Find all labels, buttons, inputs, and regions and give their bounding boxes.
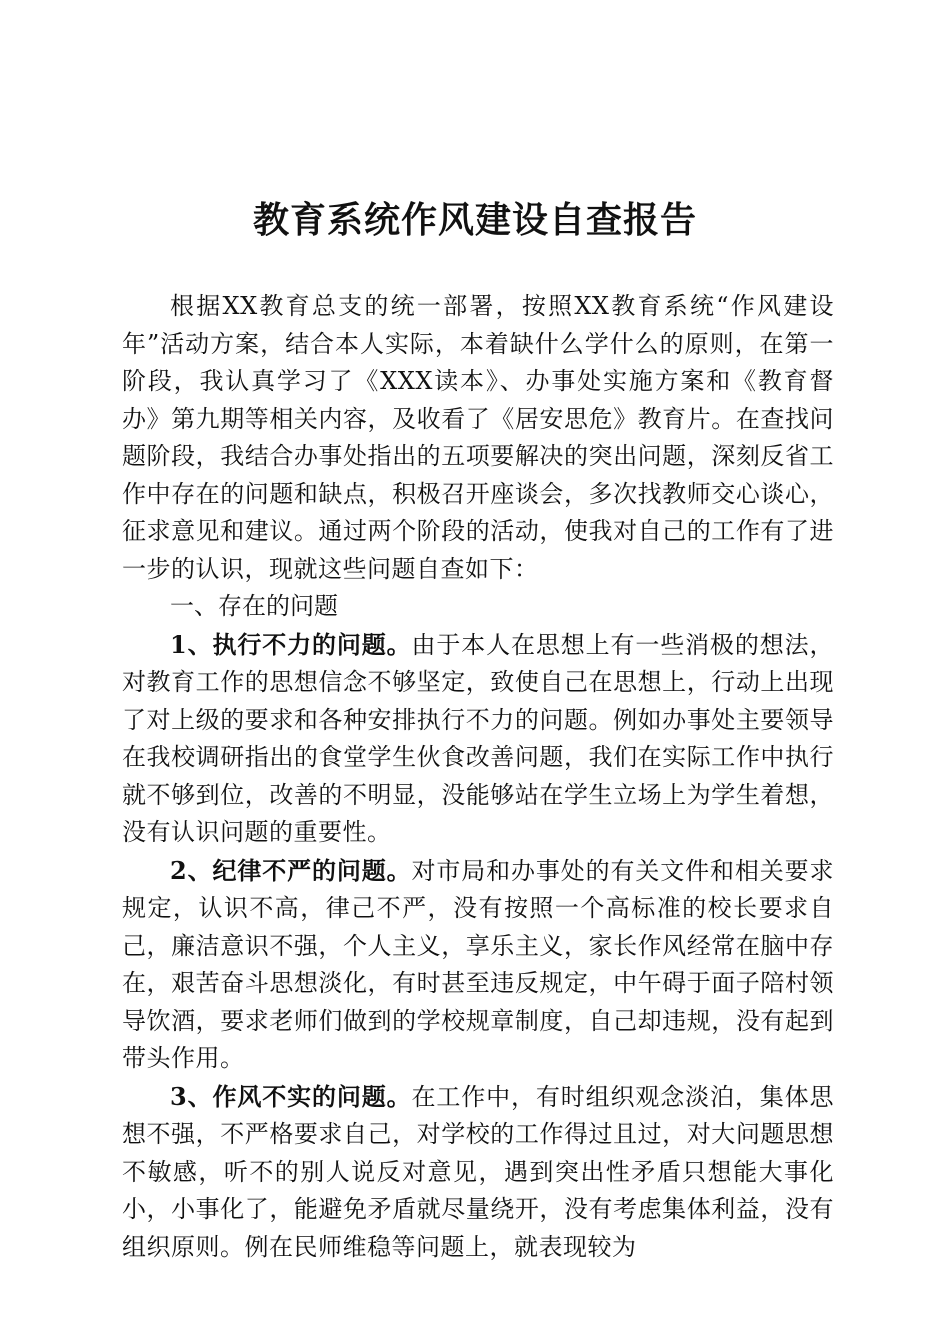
problem-item-3-text: 在工作中，有时组织观念淡泊，集体思想不强，不严格要求自己，对学校的工作得过且过，对大问题思想不敏感，听不的别人说反对意见，遇到突出性矛盾只想能大事化小，小事化了，能避免矛盾就尽量绕开，没有考虑集体利益，没有组织原则。例在民师维稳等问题上，就表现较为 xyxy=(122,1082,834,1261)
problem-item-3 xyxy=(122,1078,834,1267)
document-title: 教育系统作风建设自查报告 xyxy=(252,199,697,241)
document-body xyxy=(122,288,834,1266)
problem-item-1-text: 由于本人在思想上有一些消极的想法，对教育工作的思想信念不够坚定，致使自己在思想上，行动上出现了对上级的要求和各种安排执行不力的问题。例如办事处主要领导在我校调研指出的食堂学生伙食改善问题，我们在实际工作中执行就不够到位，改善的不明显，没能够站在学生立场上为学生着想，没有认识问题的重要性。 xyxy=(122,630,834,846)
problem-item-1 xyxy=(122,626,834,852)
intro-paragraph: 根据XX教育总支的统一部署，按照XX教育系统“作风建设年”活动方案，结合本人实际，本着缺什么学什么的原则，在第一阶段，我认真学习了《XXX读本》、办事处实施方案和《教育督办》第九期等相关内容，及收看了《居安思危》教育片。在查找问题阶段，我结合办事处指出的五项要解决的突出问题，深刻反省工作中存在的问题和缺点，积极召开座谈会，多次找教师交心谈心，征求意见和建议。通过两个阶段的活动，使我对自己的工作有了进一步的认识，现就这些问题自查如下： xyxy=(122,292,834,583)
problem-item-2-text: 对市局和办事处的有关文件和相关要求规定，认识不高，律己不严，没有按照一个高标准的校长要求自己，廉洁意识不强，个人主义，享乐主义，家长作风经常在脑中存在，艰苦奋斗思想淡化，有时甚至违反规定，中午碍于面子陪村领导饮酒，要求老师们做到的学校规章制度，自己却违规，没有起到带头作用。 xyxy=(122,856,834,1072)
section-heading-problems: 一、存在的问题 xyxy=(170,592,338,620)
problem-item-3-lead: 3、作风不实的问题。 xyxy=(170,1081,412,1111)
problem-item-1-lead: 1、执行不力的问题。 xyxy=(170,629,412,659)
problem-item-2-lead: 2、纪律不严的问题。 xyxy=(170,855,412,885)
problem-item-2 xyxy=(122,852,834,1078)
